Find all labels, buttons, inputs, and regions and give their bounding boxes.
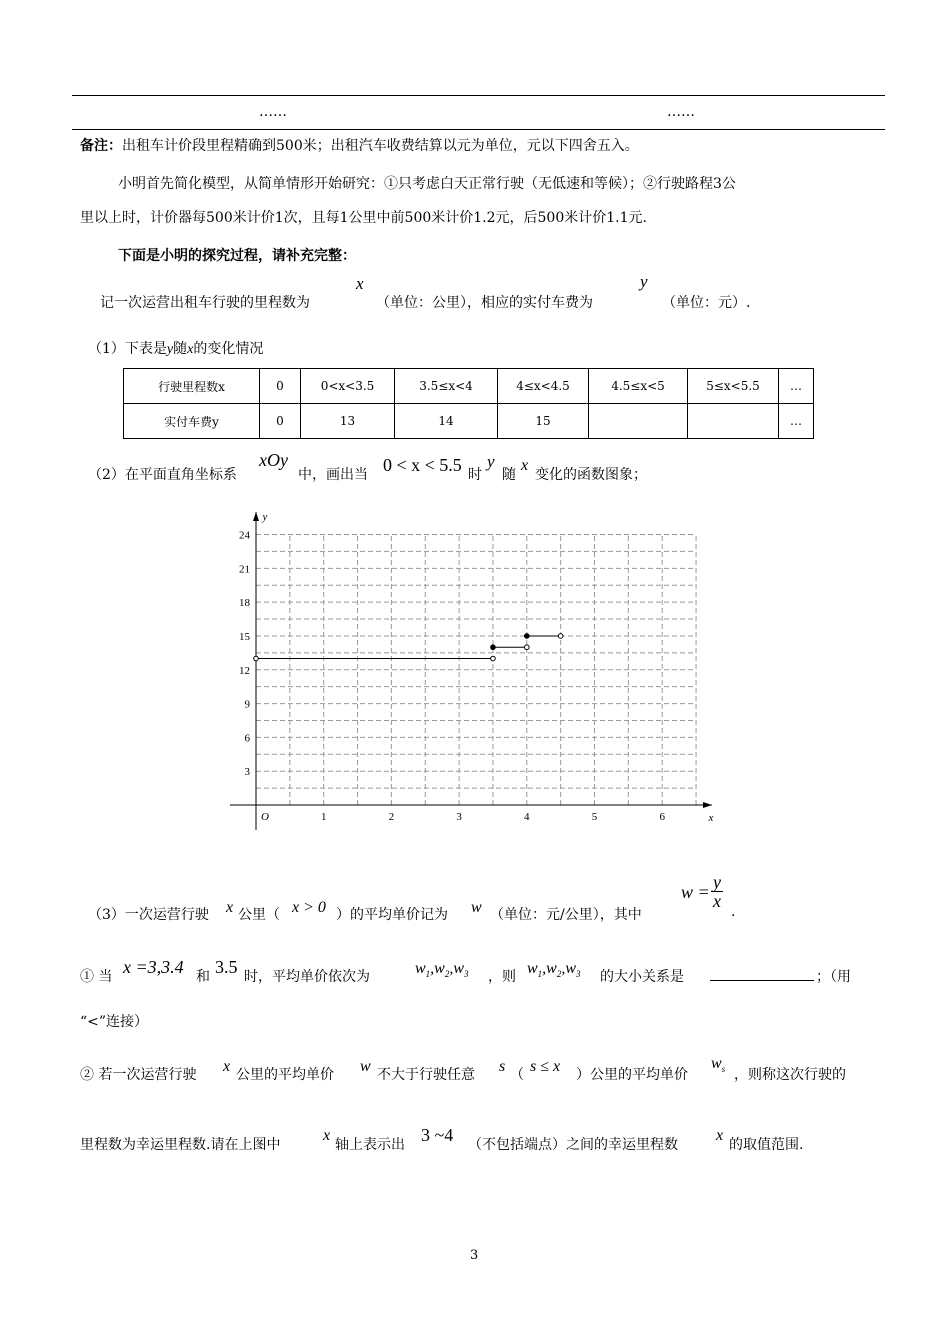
y-tick-label: 24 bbox=[239, 529, 250, 542]
page-number: 3 bbox=[470, 1248, 479, 1263]
part2-text-1: （2）在平面直角坐标系 bbox=[88, 467, 237, 483]
q1-text-2: 时，平均单价依次为 bbox=[244, 969, 370, 985]
q2-line2-text-1: 里程数为幸运里程数.请在上图中 bbox=[80, 1137, 281, 1153]
part3-end: . bbox=[731, 904, 736, 920]
note-label: 备注： bbox=[80, 138, 122, 154]
part3-w-eq: w = bbox=[681, 882, 710, 902]
top-left-ellipsis: …… bbox=[259, 104, 287, 120]
y-axis-arrow bbox=[253, 512, 259, 521]
x-axis-arrow bbox=[703, 802, 712, 808]
part3-cond: x > 0 bbox=[292, 899, 326, 916]
graph-segments bbox=[254, 634, 563, 661]
open-endpoint bbox=[491, 656, 496, 661]
q2-line2-text-4: 的取值范围. bbox=[729, 1137, 804, 1153]
y-tick-label: 21 bbox=[239, 563, 250, 576]
part2-xoy: xOy bbox=[259, 450, 288, 470]
q1-answer-blank[interactable] bbox=[710, 966, 814, 985]
x-tick-label: 4 bbox=[524, 811, 530, 823]
define-x: x bbox=[356, 274, 364, 293]
define-text-2: （单位：公里），相应的实付车费为 bbox=[376, 295, 593, 311]
top-right-ellipsis: …… bbox=[667, 104, 695, 120]
open-endpoint bbox=[558, 634, 563, 639]
part2-text-2: 中，画出当 bbox=[298, 467, 368, 483]
table-cell: … bbox=[779, 369, 814, 404]
part2-y: y bbox=[487, 452, 495, 471]
table-cell: … bbox=[779, 404, 814, 439]
x-axis-label: x bbox=[708, 812, 714, 824]
y-tick-label: 18 bbox=[239, 597, 250, 610]
q2-text-6: ，则称这次行驶的 bbox=[734, 1067, 846, 1083]
part1-label: （1）下表是 bbox=[88, 341, 167, 357]
prompt-heading: 下面是小明的探究过程，请补充完整： bbox=[118, 248, 356, 264]
q2-text-1: ② 若一次运营行驶 bbox=[80, 1067, 197, 1083]
table-cell: 14 bbox=[395, 404, 498, 439]
table-cell: 0 bbox=[260, 404, 301, 439]
define-y: y bbox=[640, 272, 648, 291]
q2-line2-x: x bbox=[323, 1127, 331, 1144]
define-text-1: 记一次运营出租车行驶的里程数为 bbox=[100, 295, 310, 311]
q1-val3: 3.5 bbox=[215, 957, 238, 977]
q2-line2-text-2: 轴上表示出 bbox=[335, 1137, 405, 1153]
grid bbox=[256, 535, 696, 805]
closed-endpoint bbox=[491, 645, 496, 650]
part2-text-5: 变化的函数图象； bbox=[535, 467, 647, 483]
x-tick-label: 3 bbox=[456, 811, 462, 823]
part2-x: x bbox=[521, 457, 529, 474]
part3-text-2: 公里（ bbox=[238, 907, 280, 923]
table-cell: 实付车费y bbox=[124, 404, 260, 439]
table-cell: 4≤x<4.5 bbox=[498, 369, 589, 404]
open-endpoint bbox=[525, 645, 530, 650]
fraction-denominator: x bbox=[713, 891, 721, 911]
part2-range: 0 < x < 5.5 bbox=[383, 455, 462, 475]
q1-w-list-1: $w_1,w_2,w_3$ bbox=[415, 960, 469, 980]
table-cell: 0 bbox=[260, 369, 301, 404]
y-tick-label: 15 bbox=[239, 630, 250, 643]
q2-line2-x2: x bbox=[716, 1127, 724, 1144]
part3-text-1: （3）一次运营行驶 bbox=[88, 907, 209, 923]
q2-x: x bbox=[223, 1058, 231, 1075]
part3-text-3: ）的平均单价记为 bbox=[336, 907, 448, 923]
q2-cond: s ≤ x bbox=[530, 1058, 561, 1075]
y-tick-label: 12 bbox=[239, 664, 250, 677]
table-cell: 4.5≤x<5 bbox=[589, 369, 688, 404]
q2-ws: $w_s$ bbox=[711, 1055, 726, 1075]
intro-line-2: 里以上时，计价器每500米计价1次，且每1公里中前500米计价1.2元，后500米计价1.1元. bbox=[80, 210, 647, 226]
q2-text-2: 公里的平均单价 bbox=[236, 1067, 334, 1083]
table-cell: 0<x<3.5 bbox=[301, 369, 395, 404]
q1-text-1: ① 当 bbox=[80, 969, 113, 985]
part3-w: w bbox=[471, 899, 482, 916]
q1-values: x =3,3.4 bbox=[123, 957, 184, 977]
x-tick-label: 1 bbox=[320, 811, 327, 823]
part3-text-4: （单位：元/公里），其中 bbox=[490, 907, 642, 923]
x-tick-label: 6 bbox=[659, 811, 665, 823]
y-tick-label: 9 bbox=[244, 698, 250, 711]
part3-fraction bbox=[711, 873, 723, 910]
q1-text-3: ，则 bbox=[488, 969, 516, 985]
part1-end: 的变化情况 bbox=[193, 341, 264, 357]
y-axis-label: y bbox=[262, 511, 268, 523]
y-tick-label: 6 bbox=[244, 732, 250, 745]
q1-text-4: 的大小关系是 bbox=[600, 969, 684, 985]
table-cell: 5≤x<5.5 bbox=[688, 369, 779, 404]
q2-text-4: （ bbox=[510, 1067, 524, 1083]
q2-line2-text-3: （不包括端点）之间的幸运里程数 bbox=[468, 1137, 678, 1153]
part1-x: x bbox=[187, 342, 194, 357]
table-cell: 3.5≤x<4 bbox=[395, 369, 498, 404]
note-text: 出租车计价段里程精确到500米；出租汽车收费结算以元为单位，元以下四舍五入。 bbox=[122, 138, 639, 154]
part3-x: x bbox=[226, 899, 234, 916]
define-text-3: （单位：元）. bbox=[662, 295, 751, 311]
part1-y: y bbox=[166, 342, 174, 357]
q1-line-2: “<”连接） bbox=[80, 1014, 149, 1030]
q1-and: 和 bbox=[196, 969, 210, 985]
open-endpoint bbox=[254, 656, 259, 661]
closed-endpoint bbox=[525, 634, 530, 639]
q2-text-3: 不大于行驶任意 bbox=[377, 1067, 475, 1083]
axes bbox=[230, 512, 712, 830]
part2-text-3: 时 bbox=[468, 467, 482, 483]
part2-text-4: 随 bbox=[502, 467, 516, 483]
fraction-numerator: y bbox=[713, 872, 721, 892]
q1-w-list-2: $w_1,w_2,w_3$ bbox=[527, 960, 581, 980]
part1-mid: 随 bbox=[173, 341, 188, 357]
q2-line2-range: 3 ~4 bbox=[421, 1125, 454, 1145]
origin-label: O bbox=[261, 811, 269, 823]
q2-w: w bbox=[360, 1058, 371, 1075]
tick-labels bbox=[239, 511, 714, 824]
q1-text-5: ；（用 bbox=[816, 969, 851, 985]
q2-text-5: ）公里的平均单价 bbox=[576, 1067, 688, 1083]
y-tick-label: 3 bbox=[244, 766, 250, 779]
x-tick-label: 2 bbox=[388, 811, 395, 823]
table-cell: 15 bbox=[498, 404, 589, 439]
table-cell: 13 bbox=[301, 404, 395, 439]
table-cell: 行驶里程数x bbox=[124, 369, 260, 404]
q2-s: s bbox=[499, 1058, 506, 1075]
x-tick-label: 5 bbox=[591, 811, 598, 823]
intro-line-1: 小明首先简化模型，从简单情形开始研究：①只考虑白天正常行驶（无低速和等候）；②行驶路程3公 bbox=[118, 176, 736, 192]
